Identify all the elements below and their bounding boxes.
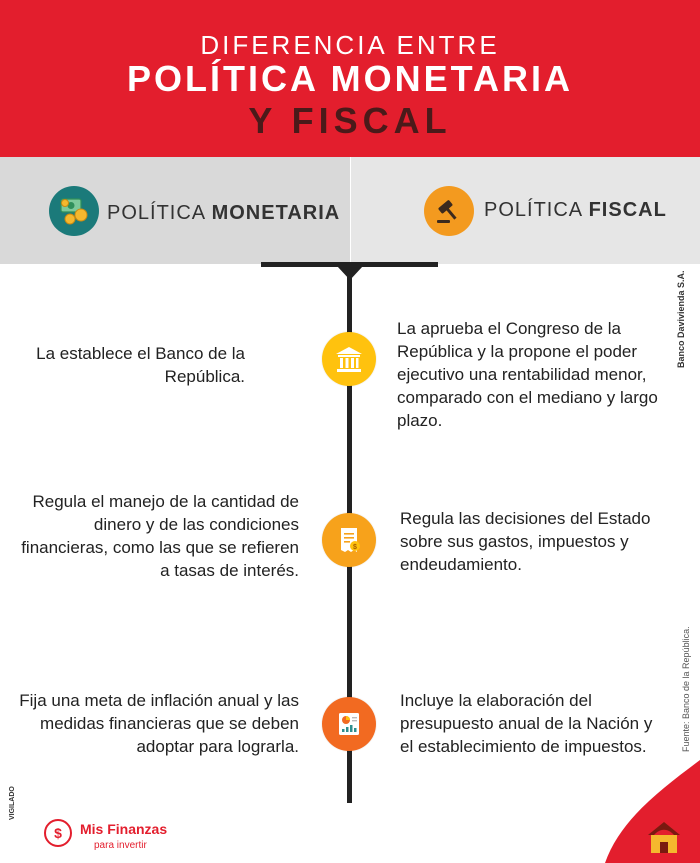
fiscal-column-title	[484, 199, 667, 222]
source-note: Fuente: Banco de la República.	[681, 626, 691, 752]
brand-logo-icon: $	[44, 819, 72, 847]
band-divider	[350, 157, 351, 264]
monetaria-column-title	[107, 202, 340, 225]
fiscal-title-strong: FISCAL	[588, 199, 667, 221]
row3-fiscal-text: Incluye la elaboración del presupuesto anual de la Nación y el establecimiento de impuestos.	[400, 691, 653, 756]
bank-building-icon	[322, 332, 376, 386]
corner-house-logo-icon	[600, 760, 700, 863]
brand-name: Mis Finanzas	[80, 821, 168, 837]
monetaria-title-strong: MONETARIA	[211, 202, 341, 224]
header-subtitle: DIFERENCIA ENTRE	[200, 30, 500, 60]
header-title-fiscal: Y FISCAL	[248, 100, 452, 141]
row1-monetaria-text: La establece el Banco de la República.	[36, 344, 245, 386]
gavel-icon	[424, 186, 474, 236]
row2-fiscal-text: Regula las decisiones del Estado sobre sus gastos, impuestos y endeudamiento.	[400, 509, 651, 574]
header-title: POLÍTICA MONETARIA	[127, 58, 573, 99]
fiscal-title-prefix: POLÍTICA	[484, 199, 583, 221]
company-note: Banco Davivienda S.A.	[676, 270, 686, 368]
row3-monetaria-text: Fija una meta de inflación anual y las medidas financieras que se deben adoptar para lograrla.	[19, 691, 299, 756]
svg-text:$: $	[353, 544, 357, 551]
brand-tagline: para invertir	[94, 840, 147, 851]
receipt-dollar-icon	[322, 513, 376, 567]
coins-money-icon	[49, 186, 99, 236]
budget-chart-document-icon	[322, 697, 376, 751]
monetaria-title-prefix: POLÍTICA	[107, 202, 206, 224]
row1-fiscal-text: La aprueba el Congreso de la República y la propone el poder ejecutivo una rentabilidad menor, comparado con el mediano y largo plazo.	[397, 319, 658, 430]
row2-monetaria-text: Regula el manejo de la cantidad de dinero y de las condiciones financieras, como las que se refieren a tasas de interés.	[21, 492, 299, 580]
vigilado-note: VIGILADO	[9, 786, 16, 820]
